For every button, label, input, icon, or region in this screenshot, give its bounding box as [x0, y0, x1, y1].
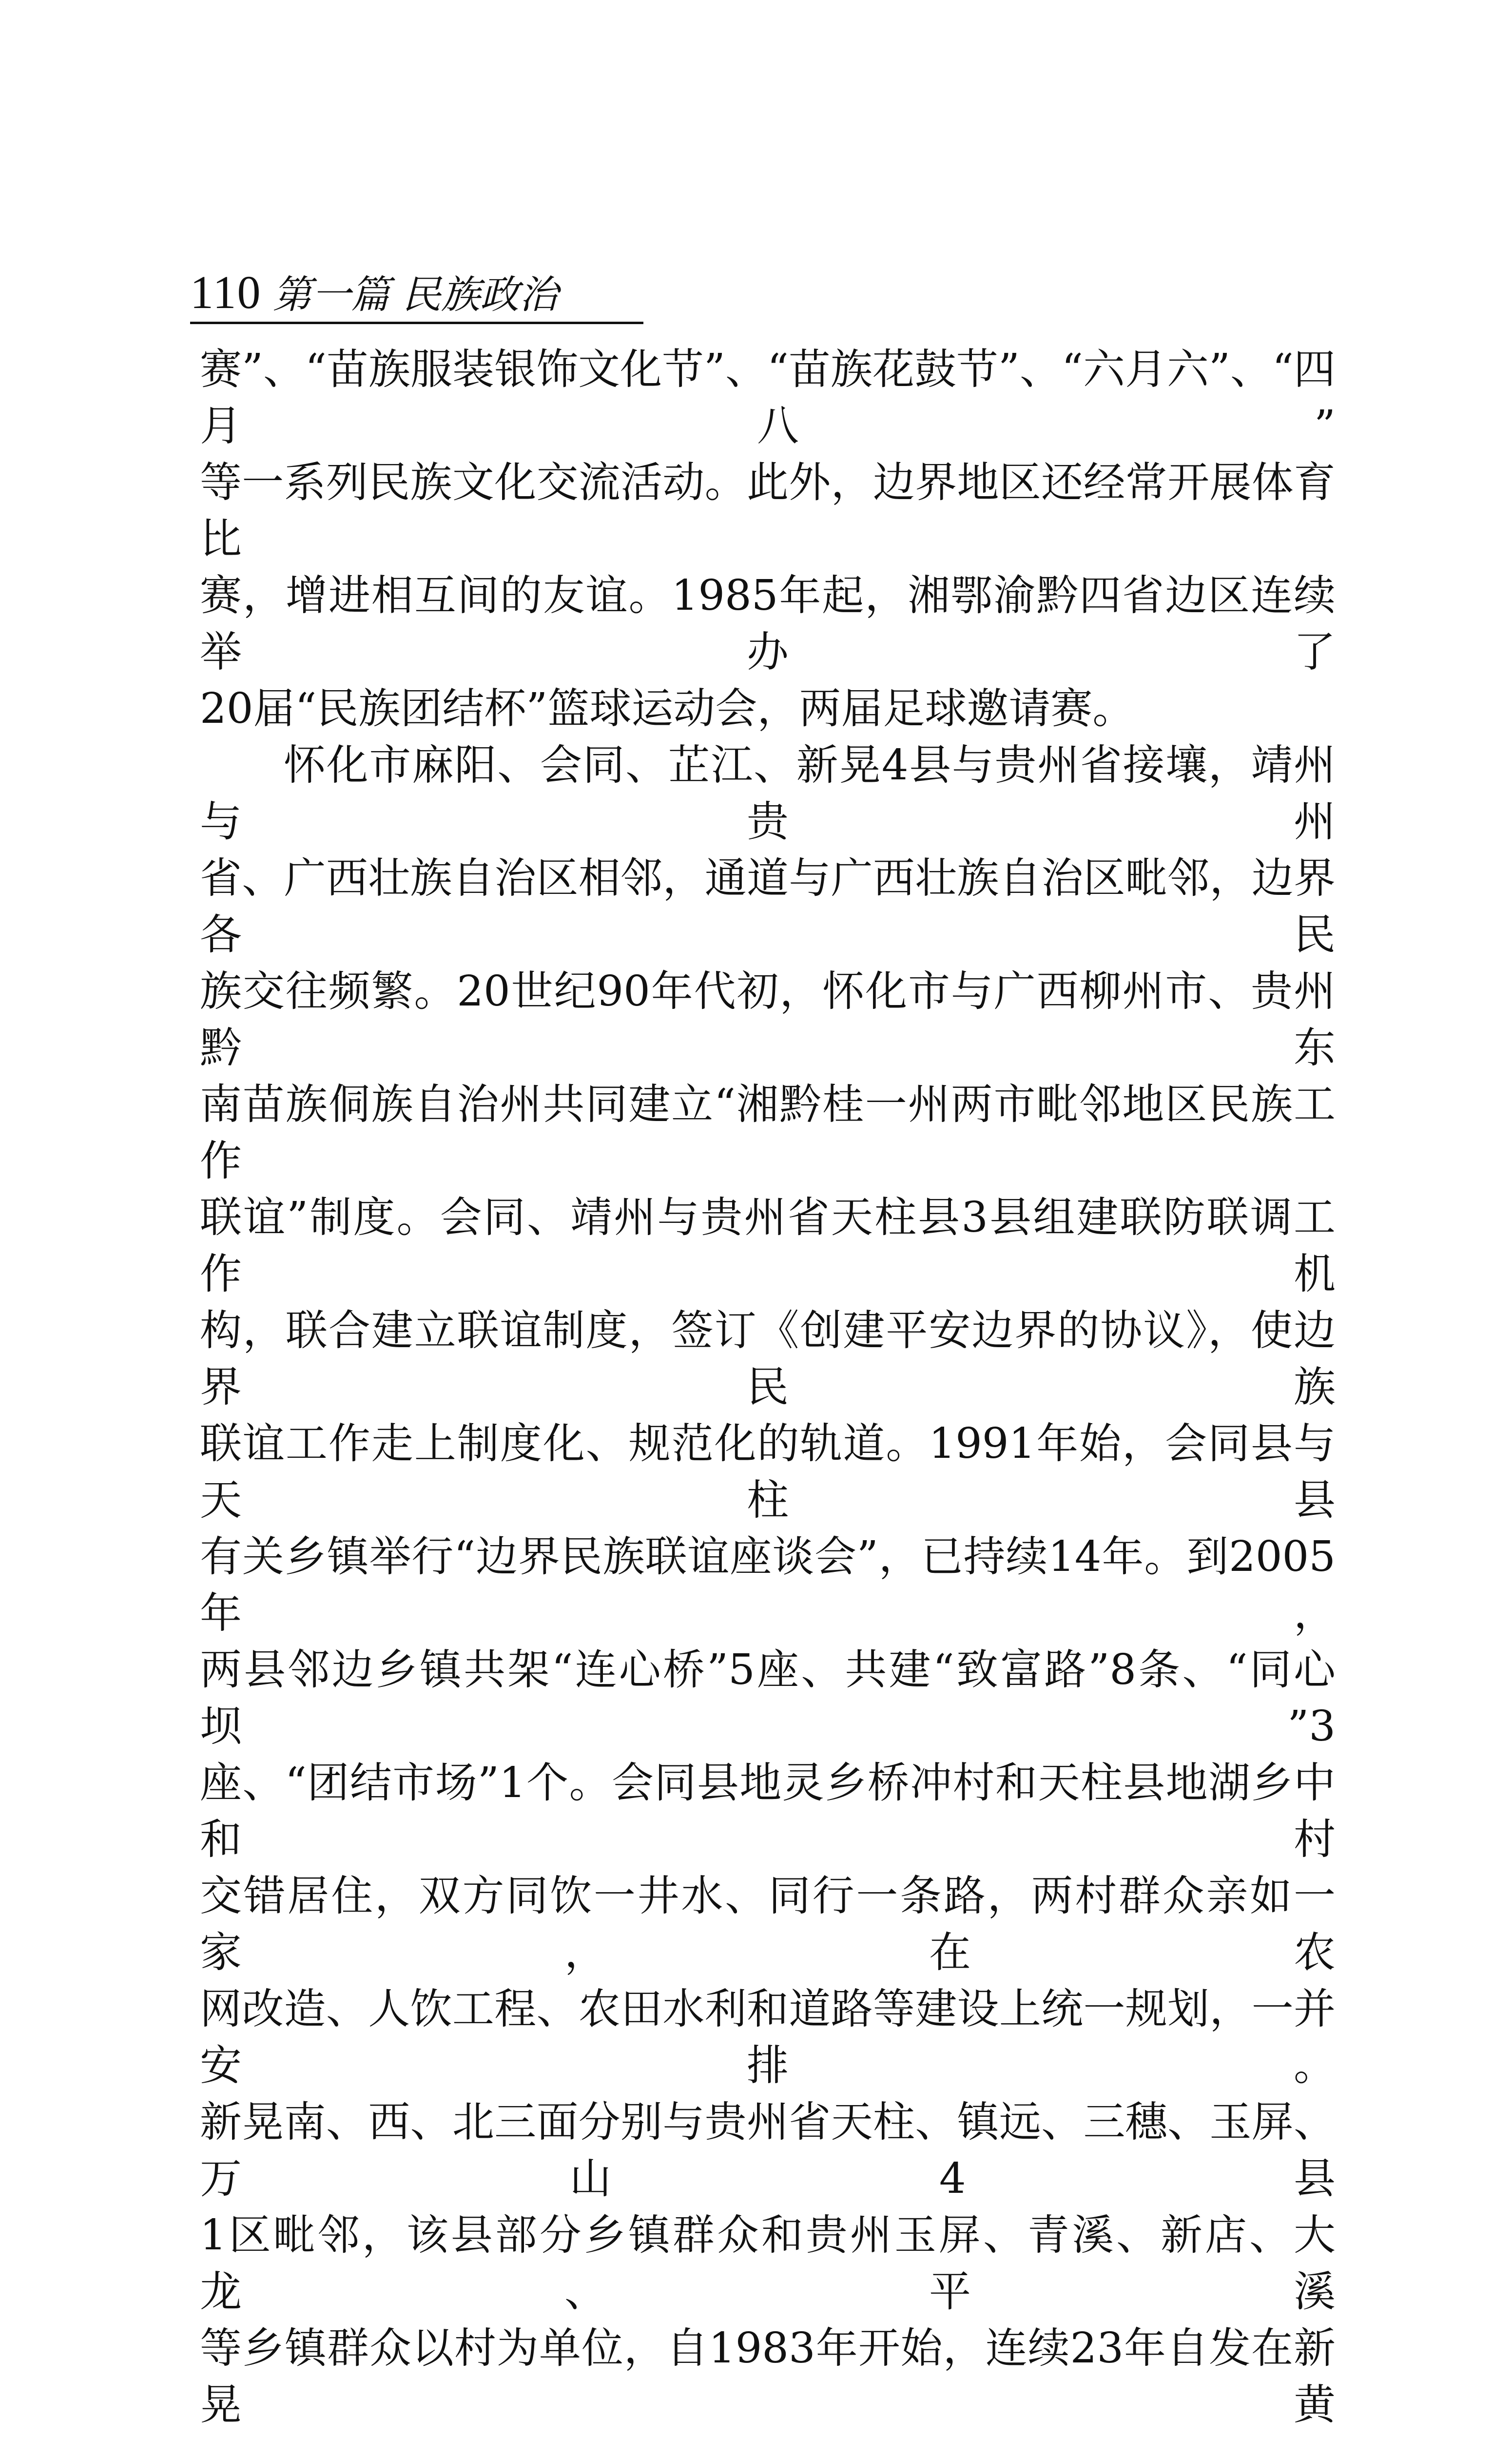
text-line: 省、广西壮族自治区相邻，通道与广西壮族自治区毗邻，边界各民: [200, 854, 1336, 959]
text-line: [200, 2433, 1336, 2437]
text-line: 两县邻边乡镇共架“连心桥”5座、共建“致富路”8条、“同心坝”3: [200, 1645, 1336, 1751]
text-line: 赛”、“苗族服装银饰文化节”、“苗族花鼓节”、“六月六”、“四月八”: [200, 345, 1336, 450]
paragraph-1: [200, 341, 1336, 737]
text-line: 等乡镇群众以村为单位，自1983年开始，连续23年自发在新晃黄: [200, 2324, 1336, 2429]
running-header: [190, 263, 643, 324]
text-line: 座、“团结市场”1个。会同县地灵乡桥冲村和天柱县地湖乡中和村: [200, 1759, 1336, 1864]
text-line: 南苗族侗族自治州共同建立“湘黔桂一州两市毗邻地区民族工作: [200, 1080, 1336, 1185]
page-number: 110: [190, 266, 262, 318]
paragraph-2: [200, 737, 1336, 2437]
text-line: 等一系列民族文化交流活动。此外，边界地区还经常开展体育比: [200, 458, 1336, 563]
text-line: 新晃南、西、北三面分别与贵州省天柱、镇远、三穗、玉屏、万山4县: [200, 2098, 1336, 2203]
text-line: 有关乡镇举行“边界民族联谊座谈会”，已持续14年。到2005年，: [200, 1532, 1336, 1638]
text-line: 族交往频繁。20世纪90年代初，怀化市与广西柳州市、贵州黔东: [200, 967, 1336, 1072]
text-line: 联谊工作走上制度化、规范化的轨道。1991年始，会同县与天柱县: [200, 1419, 1336, 1525]
body-text: [200, 341, 1336, 2437]
text-line: 交错居住，双方同饮一井水、同行一条路，两村群众亲如一家，在农: [200, 1872, 1336, 1977]
text-line: 网改造、人饮工程、农田水利和道路等建设上统一规划，一并安排。: [200, 1985, 1336, 2090]
text-line: 构，联合建立联谊制度，签订《创建平安边界的协议》，使边界民族: [200, 1306, 1336, 1412]
text-line: 怀化市麻阳、会同、芷江、新晃4县与贵州省接壤，靖州与贵州: [200, 741, 1336, 846]
section-title: 第一篇 民族政治: [272, 272, 558, 317]
text-line: 联谊”制度。会同、靖州与贵州省天柱县3县组建联防联调工作机: [200, 1193, 1336, 1298]
text-line: 赛，增进相互间的友谊。1985年起，湘鄂渝黔四省边区连续举办了: [200, 571, 1336, 677]
text-line: 20届“民族团结杯”篮球运动会，两届足球邀请赛。: [200, 684, 1135, 733]
text-line: 1区毗邻，该县部分乡镇群众和贵州玉屏、青溪、新店、大龙、平溪: [200, 2211, 1336, 2316]
